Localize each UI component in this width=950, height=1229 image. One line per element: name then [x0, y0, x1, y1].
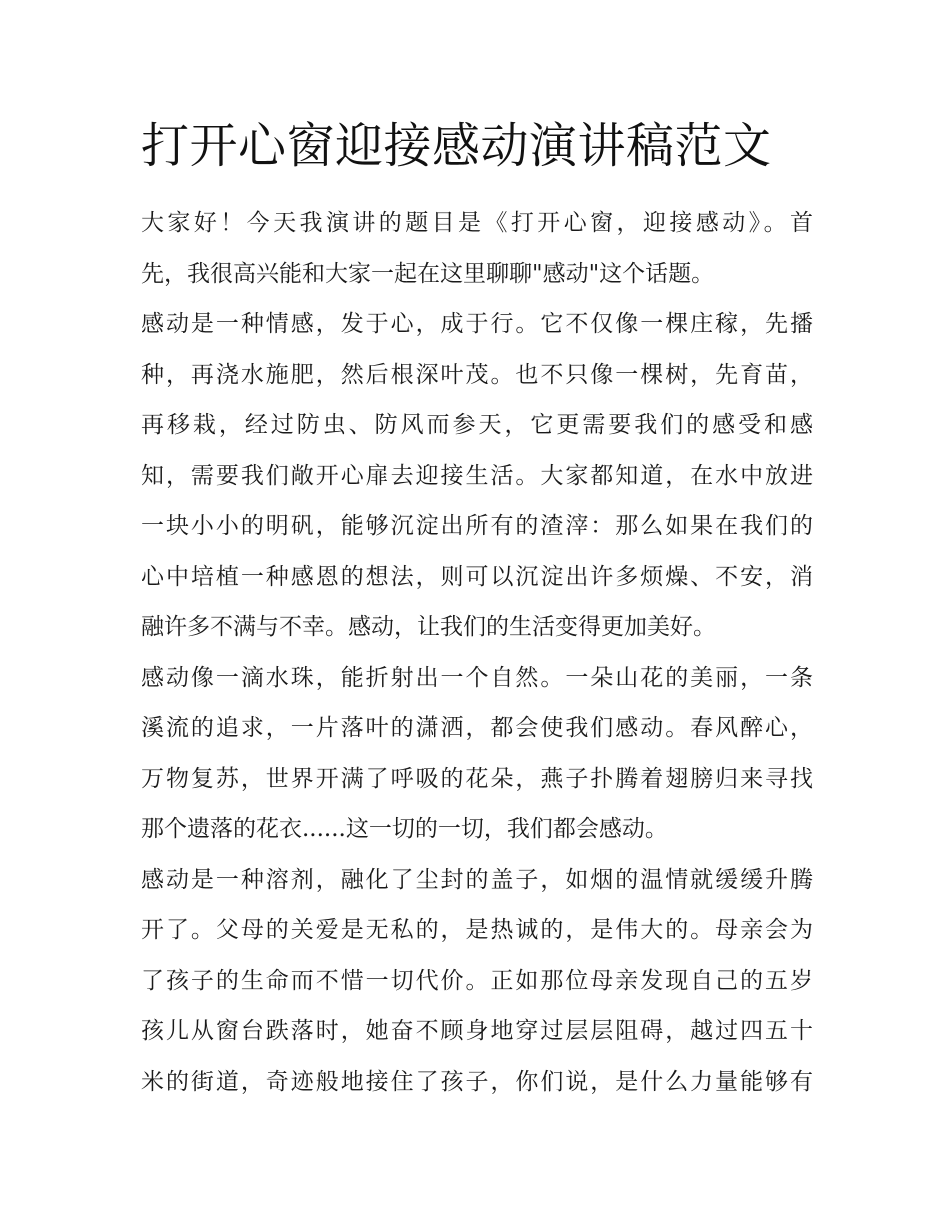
paragraph-3 [141, 653, 813, 855]
text-line: 再移栽，经过防虫、防风而参天，它更需要我们的感受和感 [141, 412, 813, 438]
text-line: 感动像一滴水珠，能折射出一个自然。一朵山花的美丽，一条 [141, 664, 813, 691]
document-body [141, 198, 813, 1107]
text-line: 那个遗落的花衣......这一切的一切，我们都会感动。 [141, 816, 668, 842]
text-line: 开了。父母的关爱是无私的，是热诚的，是伟大的。母亲会为 [141, 917, 813, 943]
text-line: 万物复苏，世界开满了呼吸的花朵，燕子扑腾着翅膀归来寻找 [141, 765, 813, 792]
text-line: 溪流的追求，一片落叶的潇洒，都会使我们感动。春风醉心， [141, 715, 813, 741]
text-line: 知，需要我们敞开心扉去迎接生活。大家都知道，在水中放进 [141, 462, 813, 489]
text-line: 感动是一种情感，发于心，成于行。它不仅像一棵庄稼，先播 [141, 311, 813, 337]
text-line: 米的街道，奇迹般地接住了孩子，你们说，是什么力量能够有 [141, 1068, 813, 1095]
paragraph-4 [141, 855, 813, 1108]
text-line: 先，我很高兴能和大家一起在这里聊聊"感动"这个话题。 [141, 260, 715, 287]
text-line: 种，再浇水施肥，然后根深叶茂。也不只像一棵树，先育苗， [141, 361, 813, 388]
text-line: 一块小小的明矾，能够沉淀出所有的渣滓：那么如果在我们的 [141, 513, 813, 539]
text-line: 大家好！今天我演讲的题目是《打开心窗，迎接感动》。首 [141, 210, 813, 236]
text-line: 感动是一种溶剂，融化了尘封的盖子，如烟的温情就缓缓升腾 [141, 866, 813, 893]
text-line: 孩儿从窗台跌落时，她奋不顾身地穿过层层阻碍，越过四五十 [141, 1018, 813, 1044]
text-line: 了孩子的生命而不惜一切代价。正如那位母亲发现自己的五岁 [141, 967, 813, 994]
paragraph-1 [141, 198, 813, 299]
paragraph-2 [141, 299, 813, 653]
document-title: 打开心窗迎接感动演讲稿范文 [141, 118, 772, 174]
text-line: 心中培植一种感恩的想法，则可以沉淀出许多烦燥、不安，消 [141, 563, 813, 590]
text-line: 融许多不满与不幸。感动，让我们的生活变得更加美好。 [141, 614, 716, 640]
